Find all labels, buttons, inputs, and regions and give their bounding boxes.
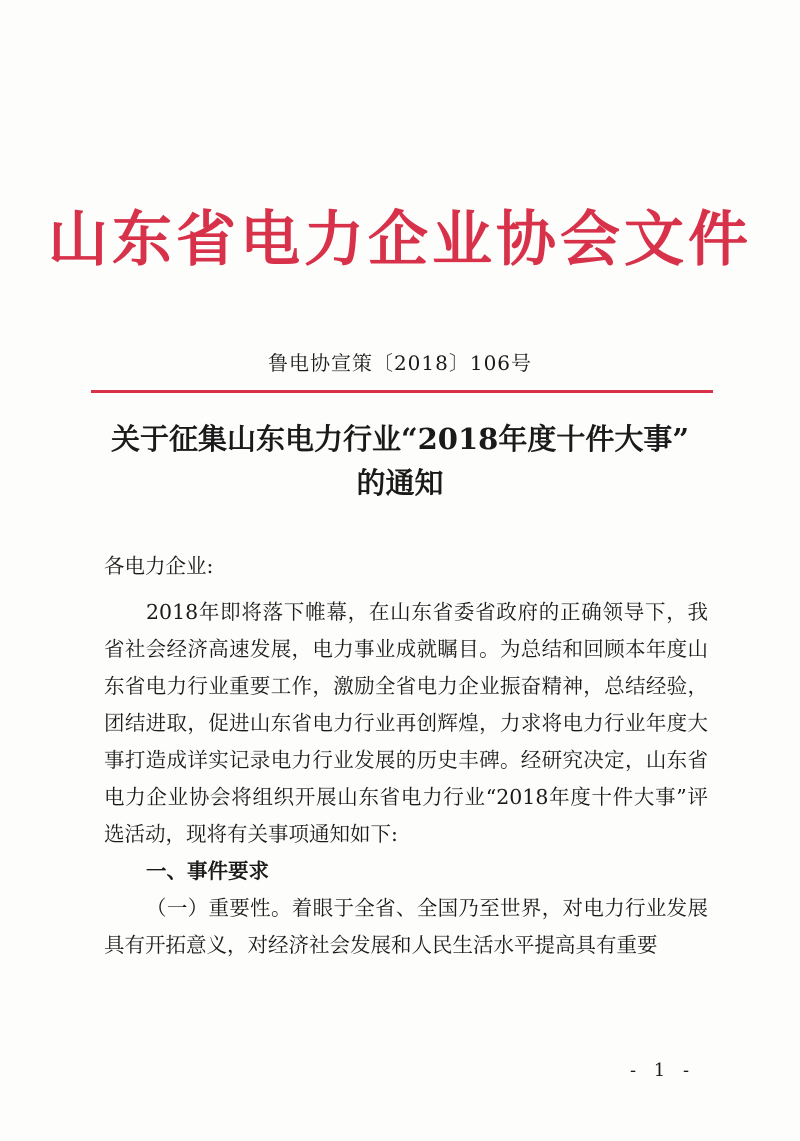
notice-title (60, 417, 740, 505)
document-number: 鲁电协宣策〔2018〕106号 (267, 351, 533, 375)
page-number: - 1 - (630, 1060, 696, 1081)
salutation: 各电力企业: (104, 554, 214, 578)
body-paragraph-2: （一）重要性。着眼于全省、全国乃至世界，对电力行业发展具有开拓意义，对经济社会发展和人民生活水平提高具有重要 (104, 896, 708, 957)
org-file-title: 山东省电力企业协会文件 (48, 205, 752, 275)
notice-title-line-1: 关于征集山东电力行业“2018年度十件大事” (110, 422, 690, 456)
document-body (104, 548, 708, 964)
notice-title-line-2: 的通知 (356, 466, 444, 500)
body-paragraph-1: 2018年即将落下帷幕，在山东省委省政府的正确领导下，我省社会经济高速发展，电力事业成就瞩目。为总结和回顾本年度山东省电力行业重要工作，激励全省电力企业振奋精神，总结经验，团结进取，促进山东省电力行业再创辉煌，力求将电力行业年度大事打造成详实记录电力行业发展的历史丰碑。经研究决定，山东省电力企业协会将组织开展山东省电力行业“2018年度十件大事”评选活动，现将有关事项通知如下: (104, 600, 708, 846)
red-divider-line (91, 390, 713, 393)
section-heading-1: 一、事件要求 (146, 859, 269, 883)
